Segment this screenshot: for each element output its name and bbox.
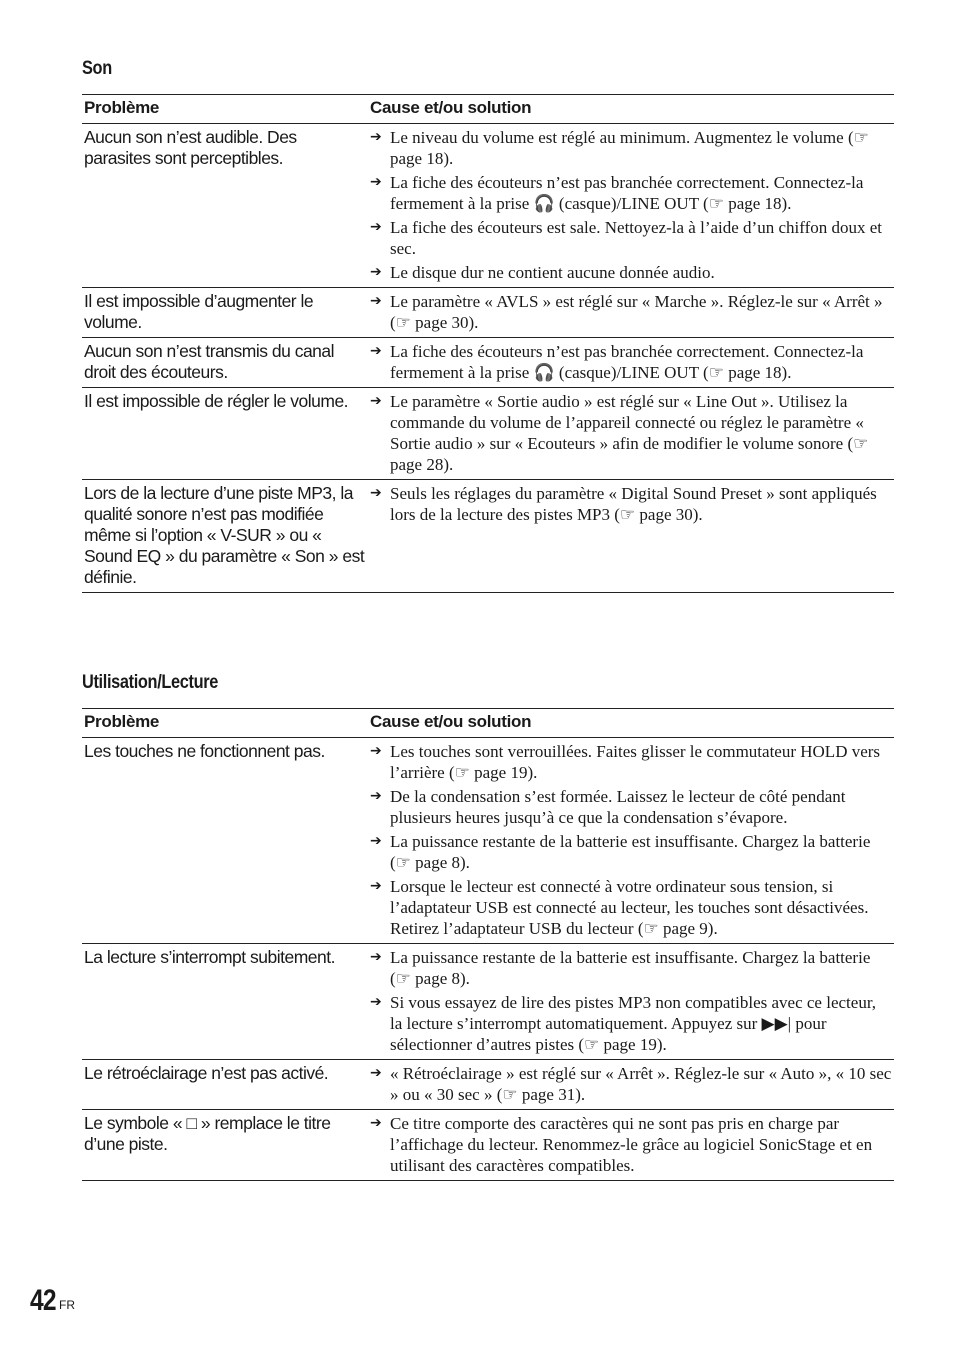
- problem-cell: Le rétroéclairage n’est pas activé.: [82, 1060, 368, 1110]
- solution-item: [370, 786, 892, 828]
- solution-list: [370, 483, 892, 525]
- column-header-problem: Problème: [82, 95, 368, 124]
- solution-text: Si vous essayez de lire des pistes MP3 non compatibles avec ce lecteur, la lecture s’interrompt automatiquement. Appuyez sur ▶▶| pour sélectionner d’autres pistes (☞ page 19).: [390, 993, 877, 1054]
- table-header-row: [82, 95, 894, 124]
- solution-list: [370, 341, 892, 383]
- arrow-right-icon: ➔: [370, 1065, 382, 1081]
- solution-item: [370, 483, 892, 525]
- solution-cell: [368, 738, 894, 944]
- table-row: [82, 1060, 894, 1110]
- solution-cell: [368, 1110, 894, 1181]
- solution-list: [370, 1113, 892, 1176]
- problem-cell: La lecture s’interrompt subitement.: [82, 944, 368, 1060]
- table-row: [82, 388, 894, 480]
- problem-cell: Lors de la lecture d’une piste MP3, la qualité sonore n’est pas modifiée même si l’option « V-SUR » ou « Sound EQ » du paramètre « Son » est définie.: [82, 480, 368, 593]
- solution-text: La fiche des écouteurs n’est pas branchée correctement. Connectez-la fermement à la prise 🎧 (casque)/LINE OUT (☞ page 18).: [390, 173, 864, 213]
- solution-item: [370, 172, 892, 214]
- arrow-right-icon: ➔: [370, 994, 382, 1010]
- problem-cell: Aucun son n’est transmis du canal droit des écouteurs.: [82, 338, 368, 388]
- solution-list: [370, 127, 892, 283]
- solution-cell: [368, 480, 894, 593]
- arrow-right-icon: ➔: [370, 219, 382, 235]
- solution-item: [370, 262, 892, 283]
- arrow-right-icon: ➔: [370, 393, 382, 409]
- solution-item: [370, 341, 892, 383]
- solution-cell: [368, 944, 894, 1060]
- solution-text: Seuls les réglages du paramètre « Digital Sound Preset » sont appliqués lors de la lecture des pistes MP3 (☞ page 30).: [390, 484, 877, 524]
- troubleshooting-table-son: [82, 94, 894, 593]
- solution-list: [370, 391, 892, 475]
- arrow-right-icon: ➔: [370, 485, 382, 501]
- arrow-right-icon: ➔: [370, 878, 382, 894]
- column-header-solution: Cause et/ou solution: [368, 709, 894, 738]
- arrow-right-icon: ➔: [370, 743, 382, 759]
- solution-text: De la condensation s’est formée. Laissez le lecteur de côté pendant plusieurs heures jusqu’à ce que la condensation s’évapore.: [390, 787, 846, 827]
- solution-item: [370, 876, 892, 939]
- solution-item: [370, 947, 892, 989]
- table-row: [82, 1110, 894, 1181]
- column-header-solution: Cause et/ou solution: [368, 95, 894, 124]
- solution-text: La puissance restante de la batterie est insuffisante. Chargez la batterie (☞ page 8).: [390, 832, 871, 872]
- solution-cell: [368, 124, 894, 288]
- solution-list: [370, 947, 892, 1055]
- solution-text: Le paramètre « Sortie audio » est réglé sur « Line Out ». Utilisez la commande du volume de l’appareil connecté ou réglez le paramètre « Sortie audio » sur « Ecouteurs » afin de modifier le volume sonore (☞ page 28).: [390, 392, 869, 474]
- arrow-right-icon: ➔: [370, 788, 382, 804]
- table-body: [82, 738, 894, 1181]
- arrow-right-icon: ➔: [370, 949, 382, 965]
- section-title-son: Son: [82, 58, 112, 79]
- solution-list: [370, 1063, 892, 1105]
- page-language-code: FR: [59, 1298, 75, 1312]
- table-header-row: [82, 709, 894, 738]
- table-row: [82, 944, 894, 1060]
- arrow-right-icon: ➔: [370, 129, 382, 145]
- solution-item: [370, 1113, 892, 1176]
- solution-cell: [368, 288, 894, 338]
- solution-cell: [368, 1060, 894, 1110]
- solution-item: [370, 127, 892, 169]
- arrow-right-icon: ➔: [370, 264, 382, 280]
- solution-text: « Rétroéclairage » est réglé sur « Arrêt ». Réglez-le sur « Auto », « 10 sec » ou « 30 sec » (☞ page 31).: [390, 1064, 892, 1104]
- solution-text: La fiche des écouteurs n’est pas branchée correctement. Connectez-la fermement à la prise 🎧 (casque)/LINE OUT (☞ page 18).: [390, 342, 864, 382]
- column-header-problem: Problème: [82, 709, 368, 738]
- troubleshooting-table-utilisation: [82, 708, 894, 1181]
- problem-cell: Le symbole « □ » remplace le titre d’une piste.: [82, 1110, 368, 1181]
- solution-item: [370, 217, 892, 259]
- solution-text: La fiche des écouteurs est sale. Nettoyez-la à l’aide d’un chiffon doux et sec.: [390, 218, 883, 258]
- solution-text: Le disque dur ne contient aucune donnée audio.: [390, 263, 715, 282]
- table-row: [82, 480, 894, 593]
- arrow-right-icon: ➔: [370, 833, 382, 849]
- arrow-right-icon: ➔: [370, 293, 382, 309]
- table-body: [82, 124, 894, 593]
- section-title-utilisation-lecture: Utilisation/Lecture: [82, 672, 219, 693]
- solution-item: [370, 992, 892, 1055]
- solution-cell: [368, 338, 894, 388]
- problem-cell: Aucun son n’est audible. Des parasites sont perceptibles.: [82, 124, 368, 288]
- solution-text: Le niveau du volume est réglé au minimum. Augmentez le volume (☞ page 18).: [390, 128, 869, 168]
- problem-cell: Il est impossible d’augmenter le volume.: [82, 288, 368, 338]
- arrow-right-icon: ➔: [370, 343, 382, 359]
- problem-cell: Il est impossible de régler le volume.: [82, 388, 368, 480]
- solution-item: [370, 831, 892, 873]
- solution-text: Les touches sont verrouillées. Faites glisser le commutateur HOLD vers l’arrière (☞ page 19).: [390, 742, 881, 782]
- problem-cell: Les touches ne fonctionnent pas.: [82, 738, 368, 944]
- table-row: [82, 338, 894, 388]
- solution-text: Ce titre comporte des caractères qui ne sont pas pris en charge par l’affichage du lecteur. Renommez-le grâce au logiciel SonicStage et en utilisant des caractères compatibles.: [390, 1114, 873, 1175]
- arrow-right-icon: ➔: [370, 174, 382, 190]
- solution-item: [370, 1063, 892, 1105]
- arrow-right-icon: ➔: [370, 1115, 382, 1131]
- solution-item: [370, 291, 892, 333]
- solution-list: [370, 291, 892, 333]
- table-row: [82, 288, 894, 338]
- solution-item: [370, 391, 892, 475]
- table-row: [82, 738, 894, 944]
- table-row: [82, 124, 894, 288]
- solution-text: La puissance restante de la batterie est insuffisante. Chargez la batterie (☞ page 8).: [390, 948, 871, 988]
- solution-list: [370, 741, 892, 939]
- solution-cell: [368, 388, 894, 480]
- solution-text: Lorsque le lecteur est connecté à votre ordinateur sous tension, si l’adaptateur USB est connecté au lecteur, les touches sont désactivées. Retirez l’adaptateur USB du lecteur (☞ page 9).: [390, 877, 869, 938]
- solution-text: Le paramètre « AVLS » est réglé sur « Marche ». Réglez-le sur « Arrêt » (☞ page 30).: [390, 292, 883, 332]
- solution-item: [370, 741, 892, 783]
- page-number: 42: [30, 1284, 56, 1317]
